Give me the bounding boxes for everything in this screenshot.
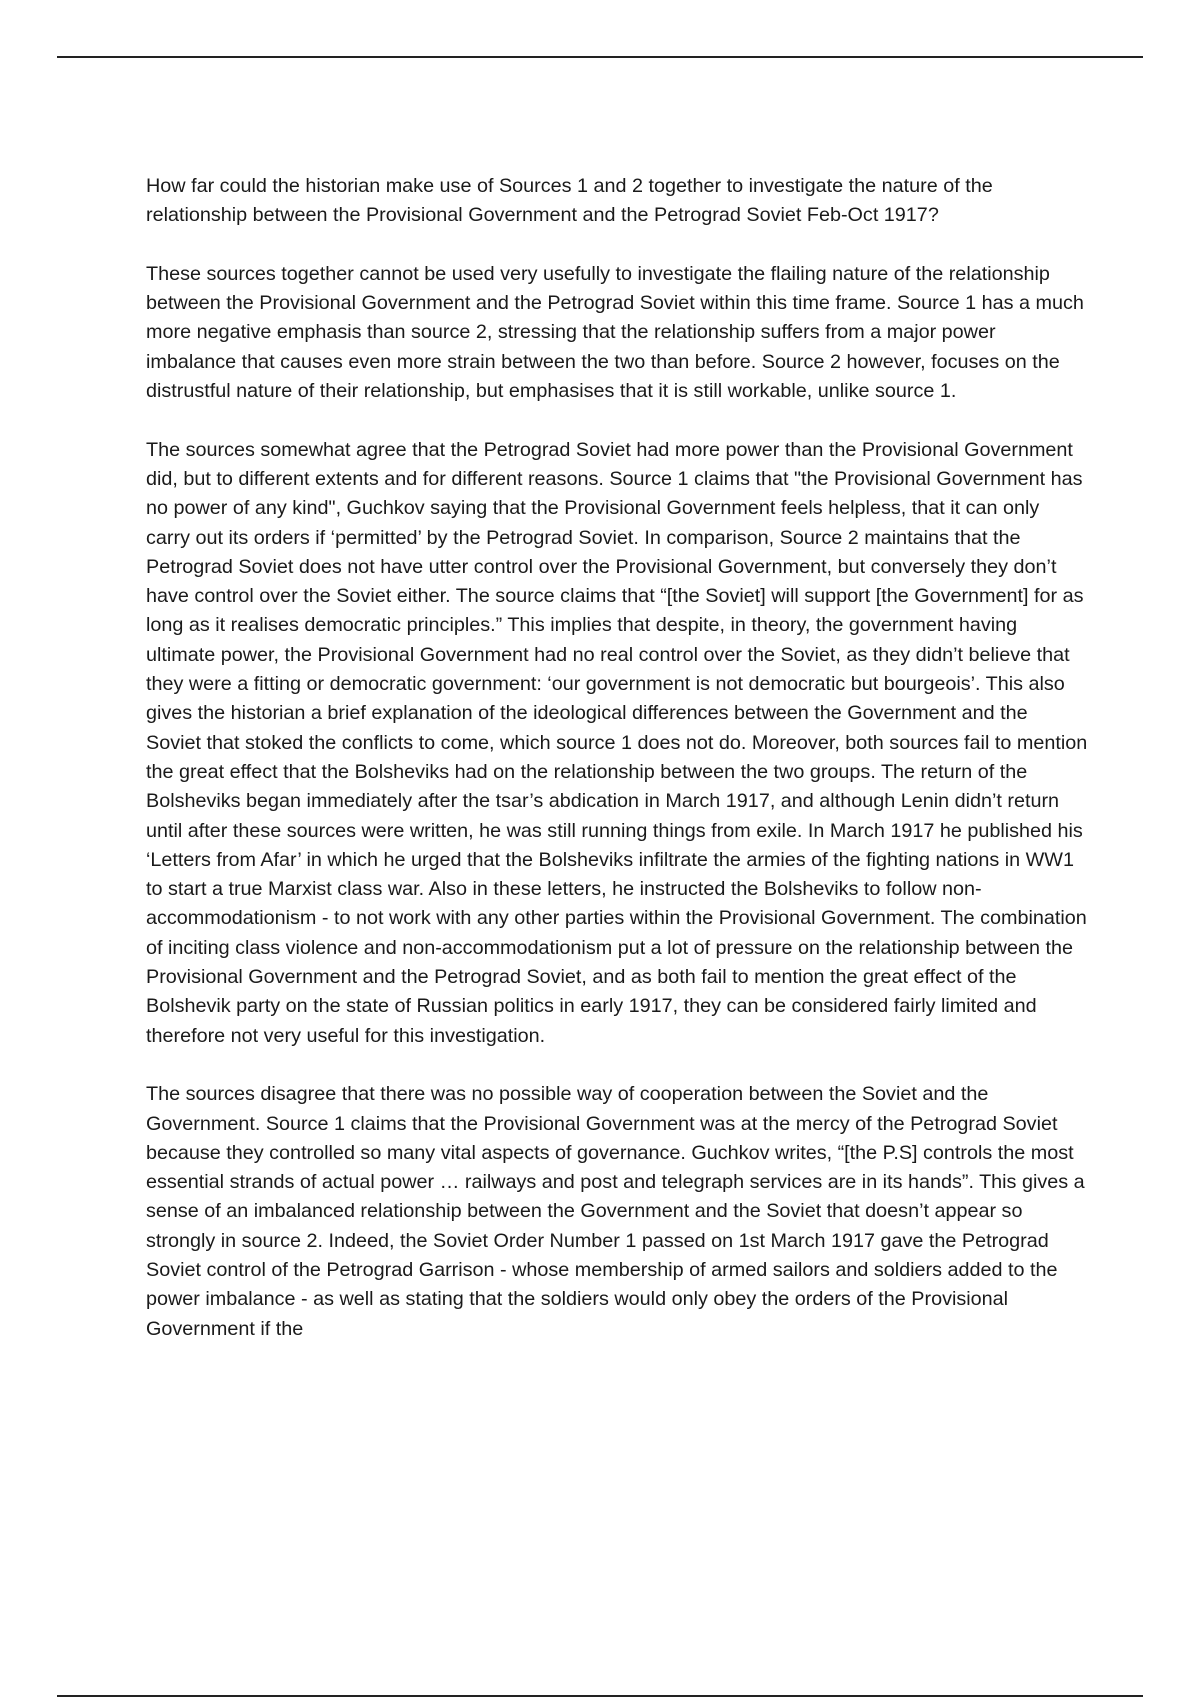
essay-question: How far could the historian make use of Sources 1 and 2 together to investigate the nature of the relationship between the Provisional Government and the Petrograd Soviet Feb-Oct 1917? [146, 175, 993, 227]
essay-paragraph-3: The sources disagree that there was no possible way of cooperation between the Soviet and the Government. Source 1 claims that the Provisional Government was at the mercy of the Petrograd Soviet because they controlled so many vital aspects of governance. Guchkov writes, “[the P.S] controls the most essential strands of actual power … railways and post and telegraph services are in its hands”. This gives a sense of an imbalanced relationship between the Government and the Soviet that doesn’t appear so strongly in source 2. Indeed, the Soviet Order Number 1 passed on 1st March 1917 gave the Petrograd Soviet control of the Petrograd Garrison - whose membership of armed sailors and soldiers added to the power imbalance - as well as stating that the soldiers would only obey the orders of the Provisional Government if the [146, 1083, 1085, 1340]
top-rule [57, 56, 1143, 58]
bottom-rule [57, 1695, 1143, 1697]
essay-body [146, 172, 1088, 1344]
essay-paragraph-2: The sources somewhat agree that the Petrograd Soviet had more power than the Provisional Government did, but to different extents and for different reasons. Source 1 claims that "the Provisional Government has no power of any kind", Guchkov saying that the Provisional Government feels helpless, that it can only carry out its orders if ‘permitted’ by the Petrograd Soviet. In comparison, Source 2 maintains that the Petrograd Soviet does not have utter control over the Provisional Government, but conversely they don’t have control over the Soviet either. The source claims that “[the Soviet] will support [the Government] for as long as it realises democratic principles.” This implies that despite, in theory, the government having ultimate power, the Provisional Government had no real control over the Soviet, as they didn’t believe that they were a fitting or democratic government: ‘our government is not democratic but bourgeois’. This also gives the historian a brief explanation of the ideological differences between the Government and the Soviet that stoked the conflicts to come, which source 1 does not do. Moreover, both sources fail to mention the great effect that the Bolsheviks had on the relationship between the two groups. The return of the Bolsheviks began immediately after the tsar’s abdication in March 1917, and although Lenin didn’t return until after these sources were written, he was still running things from exile. In March 1917 he published his ‘Letters from Afar’ in which he urged that the Bolsheviks infiltrate the armies of the fighting nations in WW1 to start a true Marxist class war. Also in these letters, he instructed the Bolsheviks to follow non-accommodationism - to not work with any other parties within the Provisional Government. The combination of inciting class violence and non-accommodationism put a lot of pressure on the relationship between the Provisional Government and the Petrograd Soviet, and as both fail to mention the great effect of the Bolshevik party on the state of Russian politics in early 1917, they can be considered fairly limited and therefore not very useful for this investigation. [146, 438, 1088, 1047]
essay-paragraph-1: These sources together cannot be used very usefully to investigate the flailing nature of the relationship between the Provisional Government and the Petrograd Soviet within this time frame. Source 1 has a much more negative emphasis than source 2, stressing that the relationship suffers from a major power imbalance that causes even more strain between the two than before. Source 2 however, focuses on the distrustful nature of their relationship, but emphasises that it is still workable, unlike source 1. [146, 262, 1084, 403]
